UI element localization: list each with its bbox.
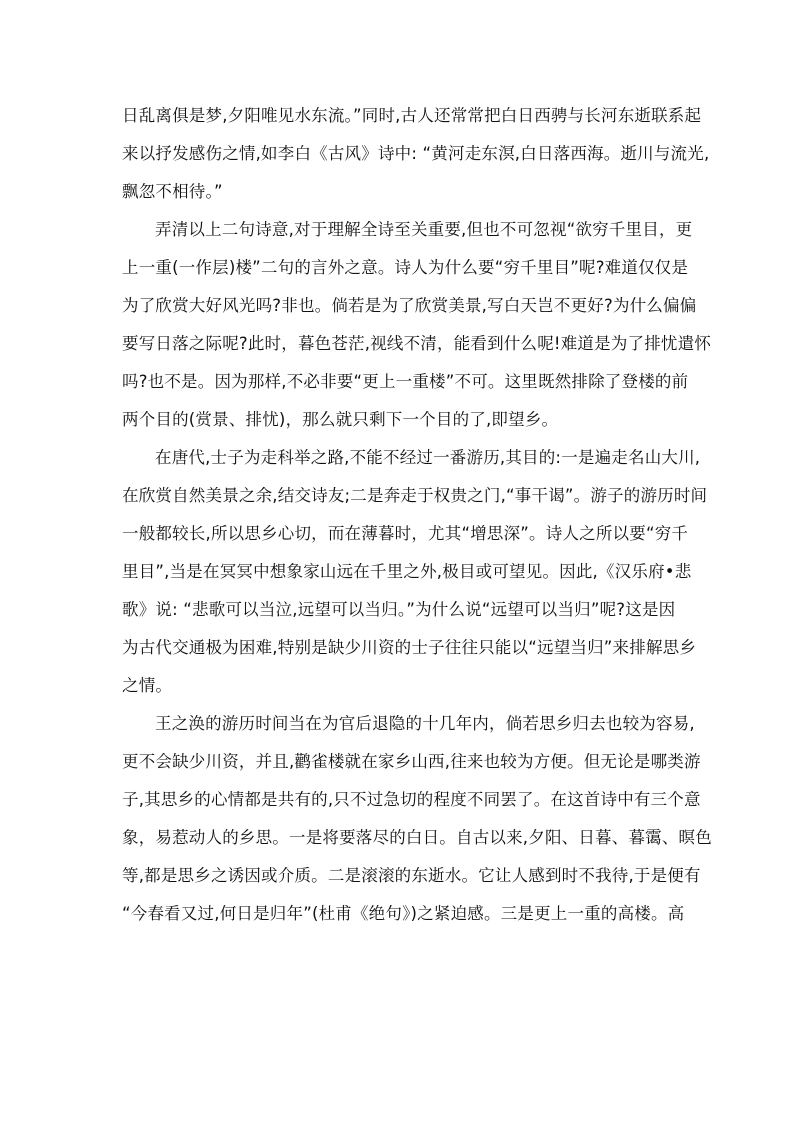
text-line: 象，易惹动人的乡思。一是将要落尽的白日。自古以来,夕阳、日暮、暮霭、暝色: [122, 828, 712, 847]
text-line: 更不会缺少川资，并且,鹳雀楼就在家乡山西,往来也较为方便。但无论是哪类游: [122, 752, 701, 771]
text-line: 上一重(一作层)楼”二句的言外之意。诗人为什么要“穷千里目”呢?难道仅仅是: [122, 258, 689, 277]
text-line: 为古代交通极为困难,特别是缺少川资的士子往往只能以“远望当归”来排解思乡: [122, 638, 697, 657]
paragraph-first-line: 弄清以上二句诗意,对于理解全诗至关重要,但也不可忽视“欲穷千里目，更: [155, 220, 693, 239]
text-line: 日乱离俱是梦,夕阳唯见水东流。”同时,古人还常常把白日西骋与长河东逝联系起: [122, 106, 702, 125]
text-line: 在欣赏自然美景之余,结交诗友;二是奔走于权贵之门,“事干谒”。游子的游历时间: [122, 486, 708, 505]
text-line: 等,都是思乡之诱因或介质。二是滚滚的东逝水。它让人感到时不我待,于是便有: [122, 866, 701, 885]
paragraph-first-line: 在唐代,士子为走科举之路,不能不经过一番游历,其目的:一是遍走名山大川,: [155, 448, 701, 467]
text-line: 一般都较长,所以思乡心切，而在薄暮时，尤其“增思深”。诗人之所以要“穷千: [122, 524, 689, 543]
text-line: 飘忽不相待。”: [122, 182, 223, 201]
text-line: 为了欣赏大好风光吗?非也。倘若是为了欣赏美景,写白天岂不更好?为什么偏偏: [122, 296, 697, 315]
text-line: 子,其思乡的心情都是共有的,只不过急切的程度不同罢了。在这首诗中有三个意: [122, 790, 701, 809]
text-line: 里目”,当是在冥冥中想象家山远在千里之外,极目或可望见。因此,《汉乐府•悲: [122, 562, 692, 581]
text-line: 来以抒发感伤之情,如李白《古风》诗中: “黄河走东溟,白日落西海。逝川与流光,: [122, 144, 710, 163]
text-line: 两个目的(赏景、排忧)，那么就只剩下一个目的了,即望乡。: [122, 410, 559, 429]
text-line: 歌》说: “悲歌可以当泣,远望可以当归。”为什么说“远望可以当归”呢?这是因: [122, 600, 676, 619]
text-line: “今春看又过,何日是归年”(杜甫《绝句》)之紧迫感。三是更上一重的高楼。高: [122, 904, 685, 923]
text-line: 之情。: [122, 676, 173, 695]
text-line: 要写日落之际呢?此时，暮色苍茫,视线不清，能看到什么呢!难道是为了排忧遣怀: [122, 334, 712, 353]
paragraph-first-line: 王之涣的游历时间当在为官后退隐的十几年内，倘若思乡归去也较为容易,: [155, 714, 695, 733]
text-line: 吗?也不是。因为那样,不必非要“更上一重楼”不可。这里既然排除了登楼的前: [122, 372, 689, 391]
